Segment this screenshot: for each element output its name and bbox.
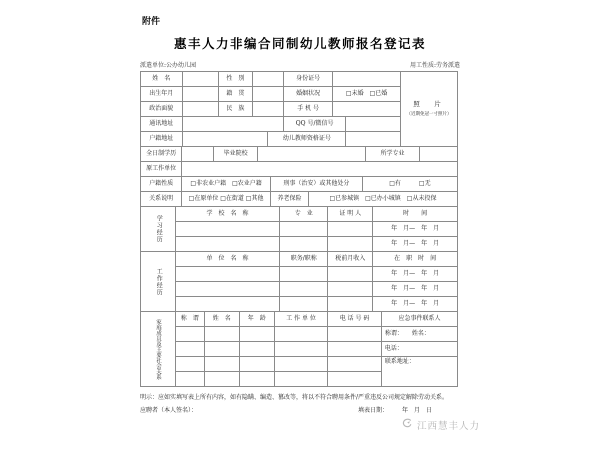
table-row [141,87,401,102]
fill-date-blank: 年 月 日 [401,407,432,414]
page-title: 惠丰人力非编合同制幼儿教师报名登记表 [173,36,426,51]
mobile-label: 手 机 号 [284,102,333,117]
table-row [176,252,458,267]
relation-header: 称 谓 [176,312,205,327]
major-cell [280,237,328,252]
birth-value-cell [183,87,219,102]
table-row [141,117,401,132]
family-section-label: 家庭成员及主要社会关系 [141,312,176,387]
qq-wechat-value-cell [346,117,401,132]
table-row [141,132,401,147]
table-row [141,177,458,192]
table-row [176,357,382,372]
name-cell [205,357,240,372]
income-cell [328,267,373,282]
household-addr-label: 户籍地址 [141,132,183,147]
hk-type-options: □非农业户籍 □农业户籍 [182,177,271,192]
rel-cell [176,372,205,387]
time-cell: 年 月— 年 月 [373,282,458,297]
employment-type-label: 用工性质:劳务派遣 [409,62,460,69]
income-header: 税前月收入 [328,252,373,267]
table-row [176,372,382,387]
major-value-cell [420,147,458,162]
age-cell [240,342,275,357]
age-header: 年 龄 [240,312,275,327]
time-cell: 年 月— 年 月 [373,297,458,312]
table-row [176,222,458,237]
title-cell [280,267,328,282]
native-place-label: 籍 贯 [219,87,253,102]
unit-cell [275,327,329,342]
unit-cell [176,297,280,312]
prev-unit-label: 原工作单位 [141,162,182,177]
name-cell [205,327,240,342]
photo-hint: （近期免冠一寸照片） [406,111,452,117]
title-cell [280,282,328,297]
subheader [140,60,460,69]
basic-info-section [141,72,458,147]
unit-cell [275,342,329,357]
ethnic-value-cell [253,102,284,117]
witness-cell [328,222,373,237]
table-row [176,282,458,297]
form-sheet [140,0,460,414]
table-row [141,102,401,117]
political-label: 政治面貌 [141,102,183,117]
teacher-cert-value-cell [346,132,401,147]
fill-date-label: 填表日期： [357,407,388,414]
edu-value-cell [182,147,214,162]
age-cell [240,357,275,372]
phone-header: 电 话 号 码 [328,312,382,327]
native-place-value-cell [253,87,284,102]
table-row [176,312,382,327]
registration-table [140,71,458,387]
name-cell [205,372,240,387]
title-cell [280,297,328,312]
applicant-signature-label: 应聘者（本人签名）： [140,407,198,414]
school-cell [176,237,280,252]
unit-cell [275,357,329,372]
college-value-cell [258,147,366,162]
prev-unit-value-cell [182,162,458,177]
study-section-label: 学习经历 [141,207,176,252]
unit-cell [176,282,280,297]
rel-cell [176,327,205,342]
address-label: 通讯地址 [141,117,183,132]
time-cell: 年 月— 年 月 [373,237,458,252]
gender-value-cell [253,72,284,87]
name-cell [205,342,240,357]
age-cell [240,372,275,387]
phone-cell [328,357,382,372]
witness-cell [328,237,373,252]
rel-cell [176,357,205,372]
ethnic-label: 民 族 [219,102,253,117]
watermark [401,417,480,432]
id-number-label: 身份证号 [284,72,333,87]
table-row [141,162,458,177]
emergency-contact-header: 应急事件联系人 [382,312,458,327]
relation-label: 关系说明 [141,192,182,207]
table-row [176,237,458,252]
college-label: 毕业院校 [214,147,258,162]
dispatch-unit-label: 派遣单位:公办幼儿园 [140,62,197,69]
emergency-address-cell: 联系地址： [382,357,458,387]
phone-cell [328,342,382,357]
work-unit-header: 工 作 单 位 [275,312,329,327]
huifeng-logo-icon [401,417,413,432]
gender-label: 性 别 [219,72,253,87]
school-name-header: 学 校 名 称 [176,207,280,222]
witness-header: 证 明 人 [328,207,373,222]
address-value-cell [183,117,284,132]
table-row [176,207,458,222]
pension-label: 养老保险 [271,192,309,207]
attachment-label: 附件 [142,17,161,27]
name-label: 姓 名 [141,72,183,87]
table-row [176,327,382,342]
table-row [141,147,458,162]
major-cell [280,222,328,237]
emergency-rel-name-cell: 称谓： 姓名： [382,327,458,342]
qq-wechat-label: QQ 号/微信号 [284,117,346,132]
age-cell [240,327,275,342]
pension-options: □已参城镇 □已办小城镇 □从未投保 [309,192,458,207]
rel-cell [176,342,205,357]
signature-row [140,405,460,414]
work-section [141,252,458,312]
unit-name-header: 单 位 名 称 [176,252,280,267]
major-label: 所学专业 [366,147,420,162]
table-row [176,342,382,357]
income-cell [328,282,373,297]
marital-label: 婚姻状况 [284,87,333,102]
birth-label: 出生年月 [141,87,183,102]
table-row [176,267,458,282]
political-value-cell [183,102,219,117]
time-header: 时 间 [373,207,458,222]
photo-cell [401,72,458,147]
table-row [141,72,401,87]
unit-cell [275,372,329,387]
edu-label: 全日制学历 [141,147,182,162]
work-section-label: 工作经历 [141,252,176,312]
time-cell: 年 月— 年 月 [373,222,458,237]
phone-cell [328,327,382,342]
emergency-phone-cell: 电话： [382,342,458,357]
mobile-value-cell [333,102,401,117]
criminal-options: □有 □无 [363,177,458,192]
time-cell: 年 月— 年 月 [373,267,458,282]
study-section [141,207,458,252]
marital-options: □未婚 □已婚 [333,87,401,102]
family-section [141,312,458,387]
table-row [141,192,458,207]
id-number-value-cell [333,72,401,87]
photo-label: 照 片 [413,99,445,108]
phone-cell [328,372,382,387]
unit-cell [176,267,280,282]
name-header: 姓 名 [205,312,240,327]
table-row [176,297,458,312]
disclosure-note: 明示：应如实填写表上所有内容，如有隐瞒、编造、篡改等，将以不符合聘用条件/严重违反公司规定解除劳动关系。 [140,394,449,401]
school-cell [176,222,280,237]
hk-type-label: 户籍性质 [141,177,182,192]
watermark-text: 江西慧丰人力 [416,420,480,432]
tenure-header: 在 职 时 间 [373,252,458,267]
teacher-cert-label: 幼儿教师资格证号 [268,132,346,147]
name-value-cell [183,72,219,87]
criminal-label: 刑事（治安）或其他处分 [271,177,363,192]
major-header: 专 业 [280,207,328,222]
household-addr-value-cell [183,132,269,147]
relation-options: □在原单位 □在街道 □其他 [182,192,271,207]
income-cell [328,297,373,312]
job-title-header: 职务/职称 [280,252,328,267]
